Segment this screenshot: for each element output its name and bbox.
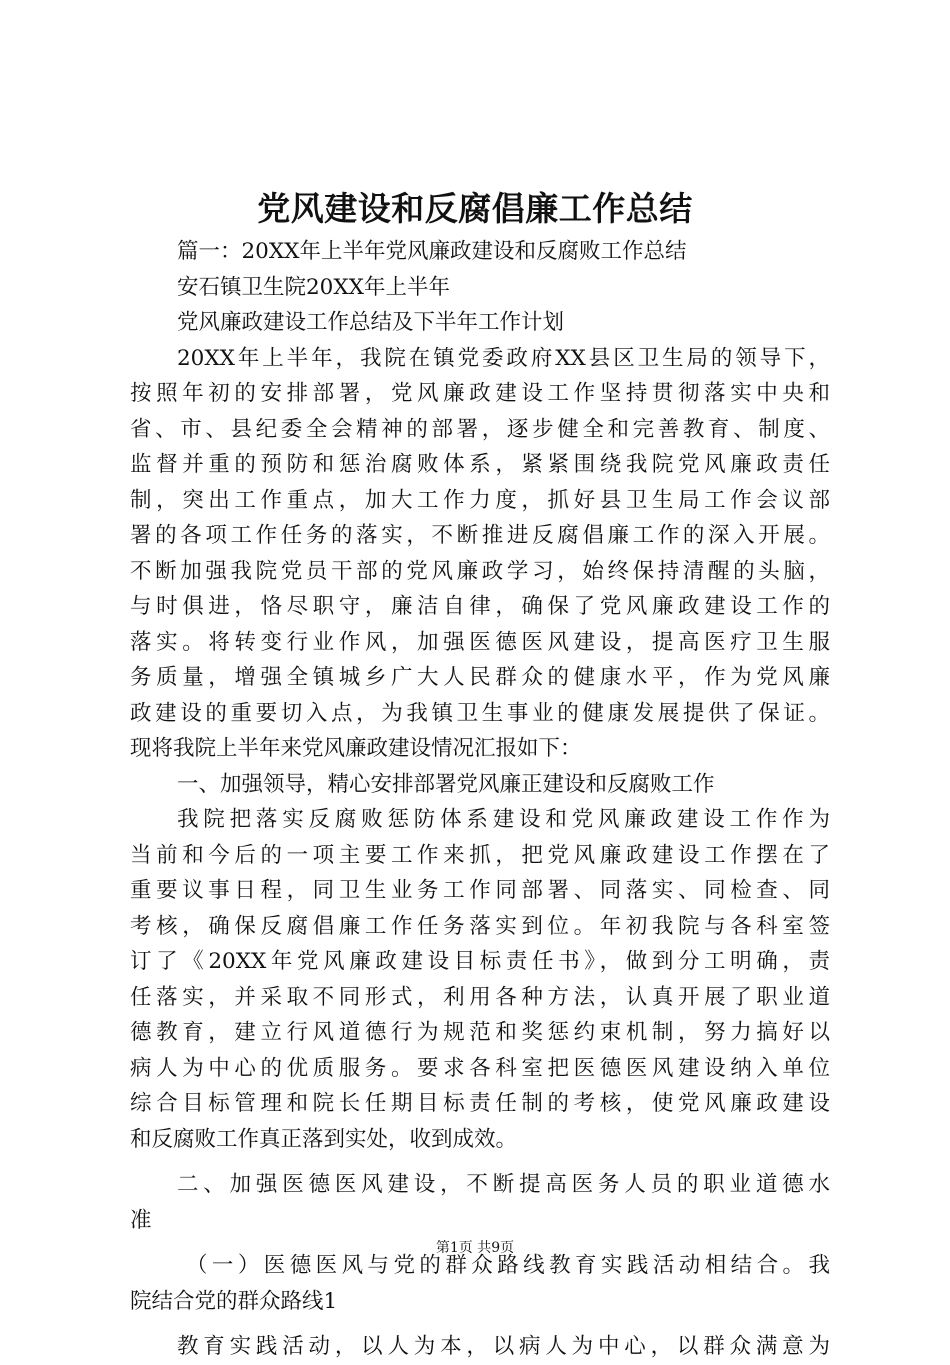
- section-heading: 二、加强医德医风建设，不断提高医务人员的职业道德水: [177, 1172, 830, 1197]
- text-line: 教育实践活动，以人为本，以病人为中心，以群众满意为: [177, 1334, 830, 1359]
- text-line: 监督并重的预防和惩治腐败体系，紧紧围绕我院党风廉政责任: [130, 452, 830, 477]
- text-line: 病人为中心的优质服务。要求各科室把医德医风建设纳入单位: [130, 1055, 830, 1081]
- text-line: 综合目标管理和院长任期目标责任制的考核，使党风廉政建设: [130, 1091, 830, 1116]
- text-line: 我院把落实反腐败惩防体系建设和党风廉政建设工作作为: [177, 807, 830, 832]
- text-line: 和反腐败工作真正落到实处，收到成效。: [130, 1126, 518, 1152]
- text-line: 省、市、县纪委全会精神的部署，逐步健全和完善教育、制度、: [130, 416, 830, 442]
- text-line: 不断加强我院党员干部的党风廉政学习，始终保持清醒的头脑，: [130, 558, 830, 584]
- text-line: 重要议事日程，同卫生业务工作同部署、同落实、同检查、同: [130, 878, 830, 903]
- text-line: 政建设的重要切入点，为我镇卫生事业的健康发展提供了保证。: [130, 700, 830, 726]
- text-line: 20XX年上半年，我院在镇党委政府XX县区卫生局的领导下，: [177, 345, 830, 371]
- text-line: 院结合党的群众路线1: [130, 1288, 338, 1314]
- text-line: 按照年初的安排部署，党风廉政建设工作坚持贯彻落实中央和: [130, 381, 830, 406]
- text-line: 务质量，增强全镇城乡广大人民群众的健康水平，作为党风廉: [130, 665, 830, 690]
- text-line: 安石镇卫生院20XX年上半年: [177, 274, 450, 300]
- text-line: 准: [130, 1207, 152, 1233]
- text-line: 当前和今后的一项主要工作来抓，把党风廉政建设工作摆在了: [130, 842, 830, 868]
- text-line: 与时俱进，恪尽职守，廉洁自律，确保了党风廉政建设工作的: [130, 594, 830, 619]
- text-line: 考核，确保反腐倡廉工作任务落实到位。年初我院与各科室签: [130, 913, 830, 939]
- text-line: 德教育，建立行风道德行为规范和奖惩约束机制，努力搞好以: [130, 1020, 830, 1045]
- text-line: 署的各项工作任务的落实，不断推进反腐倡廉工作的深入开展。: [130, 523, 830, 548]
- text-line: 任落实，并采取不同形式，利用各种方法，认真开展了职业道: [130, 984, 830, 1010]
- text-line: 篇一：20XX年上半年党风廉政建设和反腐败工作总结: [177, 239, 687, 264]
- document-body: [130, 234, 830, 1365]
- document-title: 党风建设和反腐倡廉工作总结: [257, 189, 693, 228]
- page-footer: 第1页 共9页: [435, 1240, 515, 1256]
- subsection-heading: （一）医德医风与党的群众路线教育实践活动相结合。我: [186, 1253, 830, 1278]
- text-line: 制，突出工作重点，加大工作力度，抓好县卫生局工作会议部: [130, 487, 830, 513]
- section-heading: 一、加强领导，精心安排部署党风廉正建设和反腐败工作: [177, 771, 715, 797]
- text-line: 党风廉政建设工作总结及下半年工作计划: [177, 310, 565, 335]
- text-line: 落实。将转变行业作风，加强医德医风建设，提高医疗卫生服: [130, 629, 830, 655]
- text-line: 订了《20XX年党风廉政建设目标责任书》，做到分工明确，责: [130, 949, 830, 974]
- text-line: 现将我院上半年来党风廉政建设情况汇报如下：: [130, 736, 582, 761]
